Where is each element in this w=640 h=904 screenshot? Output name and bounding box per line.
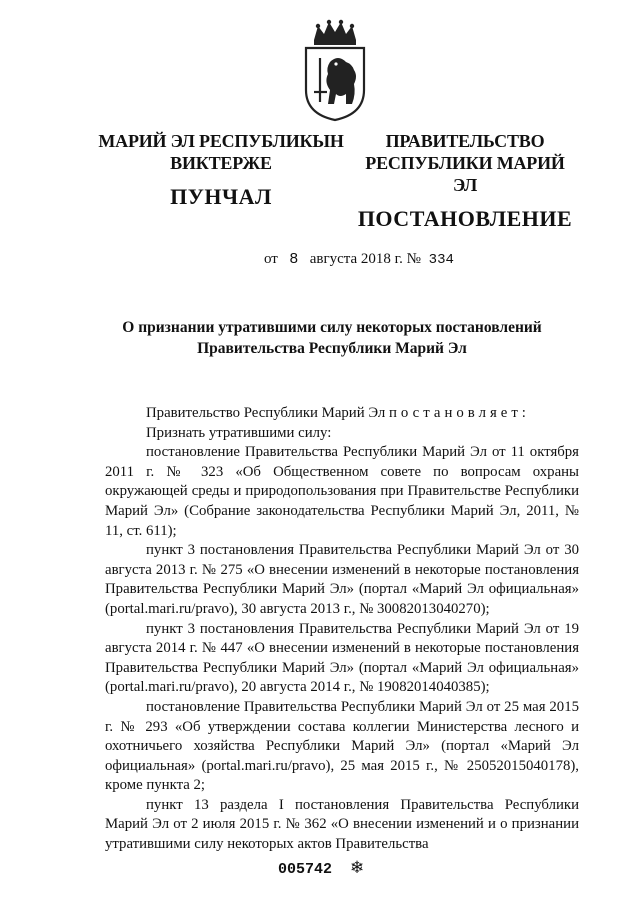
body-paragraph: постановление Правительства Республики Марий Эл от 11 октября 2011 г. № 323 «Об Общественном совете по вопросам охраны окружающей среды и природопользования при Правительстве Республики Марий Эл» (Собрание законодательства Республики Марий Эл, 2011, № 11, ст. 611); — [105, 444, 579, 539]
document-title — [110, 317, 554, 359]
decree-verb: постановляет: — [389, 405, 530, 421]
header-right-doc-type: ПОСТАНОВЛЕНИЕ — [357, 206, 573, 231]
document-number: 334 — [428, 252, 454, 268]
body-paragraph: пункт 13 раздела I постановления Правительства Республики Марий Эл от 2 июля 2015 г. № 362 «О внесении изменений и о признании утратившими силу некоторых актов Правительства — [105, 796, 579, 853]
body-paragraph — [105, 404, 579, 424]
header-right-line1: ПРАВИТЕЛЬСТВО — [385, 131, 545, 151]
header-left-doc-type: ПУНЧАЛ — [170, 184, 272, 209]
date-prefix: от — [264, 251, 278, 267]
body-paragraph: пункт 3 постановления Правительства Республики Марий Эл от 30 августа 2013 г. № 275 «О внесении изменений в некоторые постановления Правительства Республики Марий Эл» (портал «Марий Эл официальная» (portal.mari.ru/pravo), 30 августа 2013 г., № 30082013040270); — [105, 542, 579, 617]
header-mari-language — [96, 130, 346, 210]
body-paragraph: постановление Правительства Республики Марий Эл от 25 мая 2015 г. № 293 «Об утверждении состава коллегии Министерства лесного и охотничьего хозяйства Республики Марий Эл» (портал «Марий Эл официальная» (portal.mari.ru/pravo), 25 мая 2015 г., № 25052015040178), кроме пункта 2; — [105, 698, 579, 794]
header-russian-language — [356, 130, 574, 232]
body-paragraph: пункт 3 постановления Правительства Республики Марий Эл от 19 августа 2014 г. № 447 «О внесении изменений в некоторые постановления Правительства Республики Марий Эл» (портал «Марий Эл официальная» (portal.mari.ru/pravo), 20 августа 2014 г., № 19082014040385); — [105, 620, 579, 696]
header-left-line2: ВИКТЕРЖЕ — [170, 153, 272, 173]
document-body — [105, 404, 579, 855]
mari-el-coat-of-arms-icon — [300, 18, 370, 122]
date-day: 8 — [289, 250, 298, 267]
header-right-line2: РЕСПУБЛИКИ МАРИЙ ЭЛ — [365, 153, 565, 195]
body-paragraph: Признать утратившими силу: — [146, 424, 332, 441]
document-date-line — [264, 250, 454, 268]
title-line1: О признании утратившими силу некоторых постановлений — [122, 319, 542, 336]
decree-lead: Правительство Республики Марий Эл — [146, 405, 386, 421]
snowflake-icon: ❄ — [350, 858, 365, 878]
form-serial-footer — [278, 858, 364, 878]
form-serial-number: 005742 — [278, 861, 333, 878]
date-month-year: августа 2018 г. № — [309, 251, 421, 267]
title-line2: Правительства Республики Марий Эл — [197, 340, 467, 357]
header-left-line1: МАРИЙ ЭЛ РЕСПУБЛИКЫН — [98, 131, 344, 151]
